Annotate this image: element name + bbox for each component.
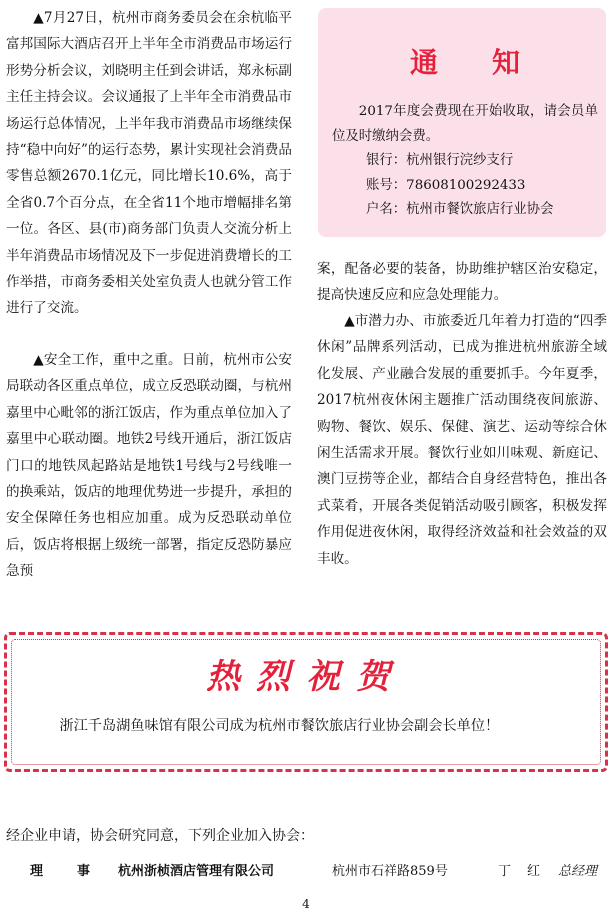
article-commerce-meeting: ▲7月27日，杭州市商务委员会在余杭临平富邦国际大酒店召开上半年全市消费品市场运行形势分析会议，刘晓明主任到会讲话，郑永标副主任主持会议。会议通报了上半年全市消费品市场运行总体情况，上半年我市消费品市场继续保持“稳中向好”的运行态势，累计实现社会消费品零售总额2670.1亿元，同比增长10.6%，高于全省0.7个百分点，在全省11个地市增幅排名第一位。各区、县(市)商务部门负责人交流分析上半年消费品市场情况及下一步促进消费增长的工作举措，市商务委相关处室负责人也就分管工作进行了交流。 [6,10,292,317]
member-role: 理事 [30,864,125,879]
article-safety-work-continued: 案，配备必要的装备，协助维护辖区治安稳定，提高快速反应和应急处理能力。 [317,261,607,304]
member-position: 总经理 [558,864,598,879]
notice-account: 账号：78608100292433 [366,177,526,193]
member-company: 杭州浙桢酒店管理有限公司 [118,864,275,879]
page-number: 4 [302,897,310,911]
congratulations-title: 热烈祝贺 [206,657,406,697]
member-row [30,860,610,884]
notice-body: 2017年度会费现在开始收取，请会员单位及时缴纳会费。 [332,104,598,144]
article-safety-work: ▲安全工作，重中之重。日前，杭州市公安局联动各区重点单位，成立反恐联动圈，与杭州嘉里中心毗邻的浙江饭店，作为重点单位加入了嘉里中心联动圈。地铁2号线开通后，浙江饭店门口的地铁凤起路站是地铁1号线与2号线唯一的换乘站，饭店的地理优势进一步提升，承担的安全保障任务也相应加重。成为反恐联动单位后，饭店将根据上级统一部署，指定反恐防暴应急预 [6,352,292,580]
member-address: 杭州市石祥路859号 [332,864,448,879]
notice-holder: 户名：杭州市餐饮旅店行业协会 [366,202,554,217]
notice-title: 通知 [409,46,574,79]
new-members-intro: 经企业申请，协会研究同意，下列企业加入协会： [6,828,314,844]
member-person: 丁红 [498,864,557,879]
congratulations-box [4,632,608,772]
congratulations-text: 浙江千岛湖鱼味馆有限公司成为杭州市餐饮旅店行业协会副会长单位！ [59,718,500,734]
article-four-seasons-leisure: ▲市潜力办、市旅委近几年着力打造的“四季休闲”品牌系列活动，已成为推进杭州旅游全域化发展、产业融合发展的重要抓手。今年夏季，2017杭州夜休闲主题推广活动围绕夜间旅游、购物、餐饮、娱乐、保健、演艺、运动等综合休闲生活需求开展。餐饮行业如川味观、新庭记、澳门豆捞等企业，都结合自身经营特色，推出各式菜肴，开展各类促销活动吸引顾客，积极发挥作用促进夜休闲，取得经济效益和社会效益的双丰收。 [317,313,607,567]
notice-bank: 银行：杭州银行浣纱支行 [366,153,514,168]
notice-box [318,8,606,237]
